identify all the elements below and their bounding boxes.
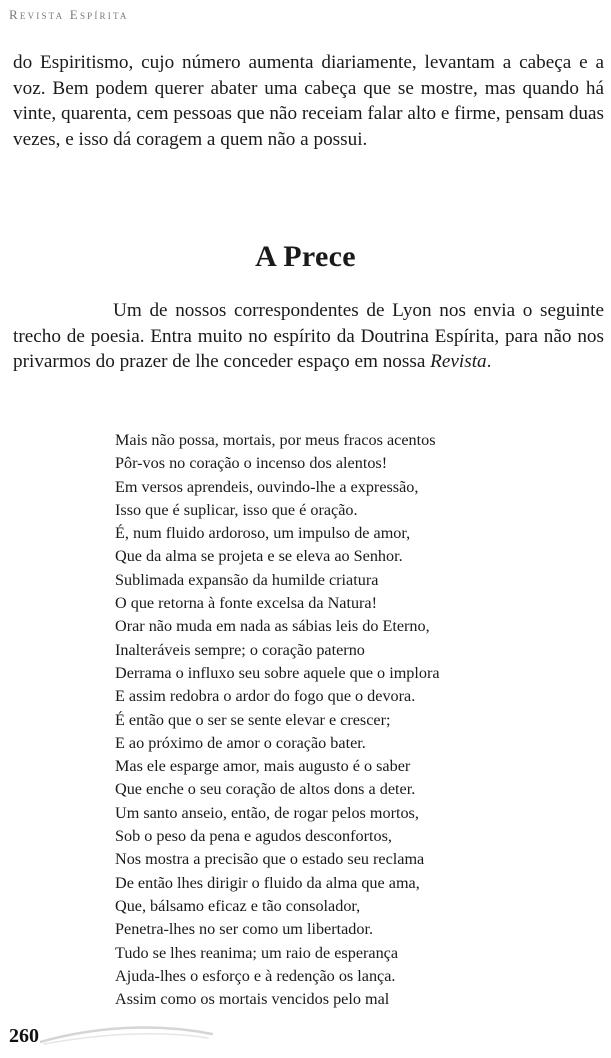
- poem-line: Que da alma se projeta e se eleva ao Senhor.: [115, 547, 403, 566]
- poem-line: Pôr-vos no coração o incenso dos alentos!: [115, 454, 388, 473]
- poem-line: Inalteráveis sempre; o coração paterno: [115, 640, 365, 659]
- poem-line: É, num fluido ardoroso, um impulso de amor,: [115, 524, 411, 543]
- poem-line: Isso que é suplicar, isso que é oração.: [115, 500, 358, 519]
- running-head: Revista Espírita: [9, 7, 129, 22]
- article-title: A Prece: [255, 240, 356, 273]
- poem-line: Sob o peso da pena e agudos desconfortos,: [115, 827, 392, 846]
- poem-line: Sublimada expansão da humilde criatura: [115, 570, 379, 589]
- poem-line: Assim como os mortais vencidos pelo mal: [115, 990, 390, 1009]
- poem-line: Um santo anseio, então, de rogar pelos mortos,: [115, 803, 419, 822]
- poem-line: Derrama o influxo seu sobre aquele que o implora: [115, 663, 440, 682]
- poem-line: Penetra-lhes no ser como um libertador.: [115, 920, 374, 939]
- continued-paragraph: do Espiritismo, cujo número aumenta diariamente, levantam a cabeça e a voz. Bem podem querer abater uma cabeça que se mostre, mas quando há vinte, quarenta, cem pessoas que não receiam falar alto e firme, pensam duas vezes, e isso dá coragem a quem não a possui.: [13, 52, 604, 150]
- poem-line: Que enche o seu coração de altos dons a deter.: [115, 780, 416, 799]
- poem-line: Que, bálsamo eficaz e tão consolador,: [115, 896, 361, 915]
- poem: [115, 429, 440, 1011]
- intro-end: .: [486, 351, 492, 373]
- poem-line: Tudo se lhes reanima; um raio de esperança: [115, 943, 399, 962]
- poem-line: É então que o ser se sente elevar e crescer;: [115, 710, 391, 729]
- poem-line: Mais não possa, mortais, por meus fracos acentos: [115, 431, 436, 449]
- poem-line: E assim redobra o ardor do fogo que o devora.: [115, 687, 416, 706]
- poem-line: Mas ele esparge amor, mais augusto é o saber: [115, 757, 411, 776]
- poem-line: Nos mostra a precisão que o estado seu reclama: [115, 850, 425, 869]
- intro-italic-title: Revista: [430, 351, 487, 373]
- intro-text: Um de nossos correspondentes de Lyon nos envia o seguinte trecho de poesia. Entra muito no espírito da Doutrina Espírita, para não nos privarmos do prazer de lhe conceder espaço em nossa: [13, 300, 604, 373]
- intro-paragraph: [13, 298, 604, 375]
- page-number: 260: [9, 1025, 39, 1047]
- poem-line: E ao próximo de amor o coração bater.: [115, 733, 366, 752]
- poem-line: Orar não muda em nada as sábias leis do Eterno,: [115, 617, 430, 636]
- poem-line: O que retorna à fonte excelsa da Natura!: [115, 594, 378, 613]
- poem-line: Ajuda-lhes o esforço e à redenção os lança.: [115, 966, 396, 985]
- poem-line: De então lhes dirigir o fluido da alma que ama,: [115, 873, 420, 892]
- page-decoration-swoosh: [40, 1018, 220, 1048]
- poem-line: Em versos aprendeis, ouvindo-lhe a expressão,: [115, 477, 419, 496]
